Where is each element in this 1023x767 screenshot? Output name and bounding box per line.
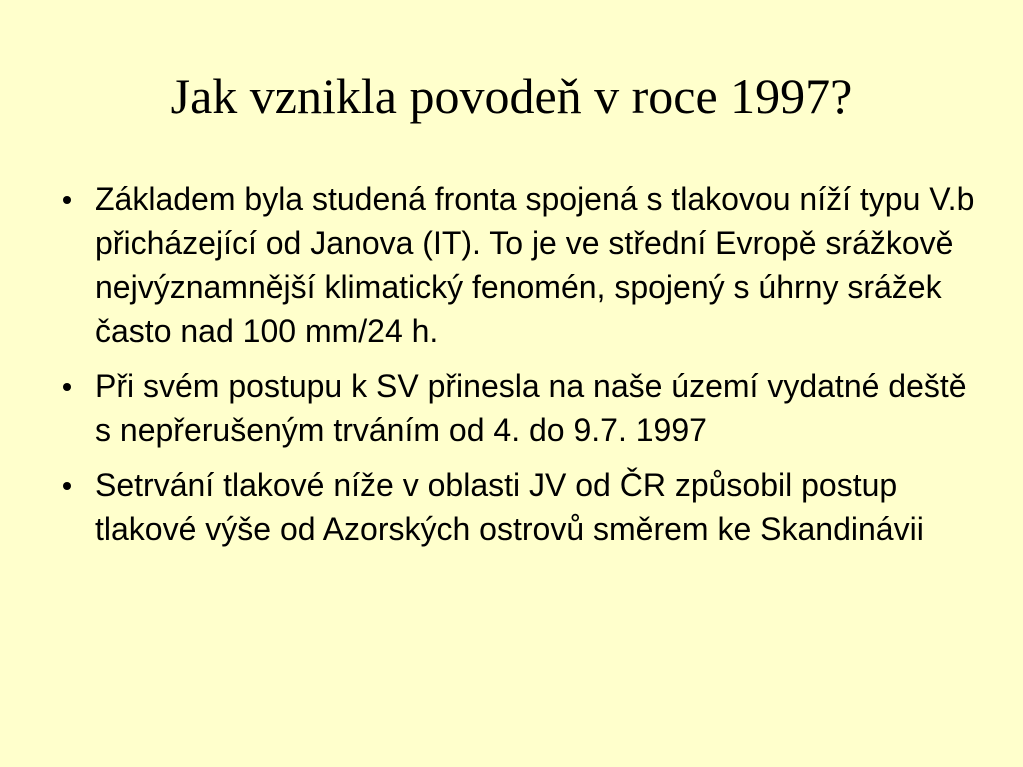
bullet-item-1 xyxy=(58,177,978,353)
bullet-icon xyxy=(63,482,71,490)
bullet-item-3 xyxy=(58,463,978,551)
slide-title: Jak vznikla povodeň v roce 1997? xyxy=(170,68,853,124)
bullet-list xyxy=(58,177,978,562)
bullet-icon xyxy=(63,383,71,391)
bullet-icon xyxy=(63,196,71,204)
bullet-item-2 xyxy=(58,364,978,452)
bullet-text-3: Setrvání tlakové níže v oblasti JV od ČR způsobil postup tlakové výše od Azorských ostrovů směrem ke Skandinávii xyxy=(95,467,924,547)
bullet-text-1: Základem byla studená fronta spojená s tlakovou níží typu V.b přicházející od Janova (IT). To je ve střední Evropě srážkově nejvýznamnější klimatický fenomén, spojený s úhrny srážek často nad 100 mm/24 h. xyxy=(95,181,975,349)
bullet-text-2: Při svém postupu k SV přinesla na naše území vydatné deště s nepřerušeným trváním od 4. do 9.7. 1997 xyxy=(95,368,967,448)
